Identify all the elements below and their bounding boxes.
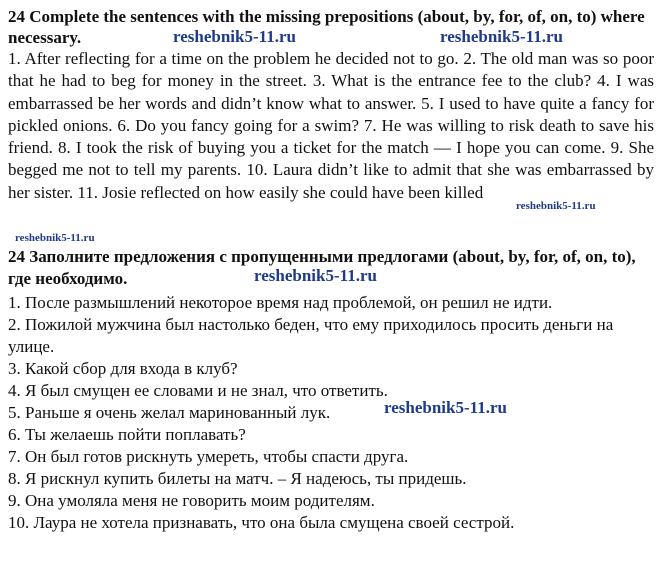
english-heading: 24 Complete the sentences with the missing prepositions (about, by, for, of, on, to) where necessary. bbox=[8, 7, 645, 47]
russian-answer-line: 4. Я был смущен ее словами и не знал, что ответить. bbox=[8, 381, 388, 400]
watermark: reshebnik5-11.ru bbox=[254, 266, 377, 285]
russian-heading: 24 Заполните предложения с пропущенными предлогами (about, by, for, of, on, to), где необходимо. bbox=[8, 247, 636, 288]
watermark: reshebnik5-11.ru bbox=[516, 200, 596, 212]
watermark: reshebnik5-11.ru bbox=[173, 27, 296, 46]
russian-answer-line: 1. После размышлений некоторое время над проблемой, он решил не идти. bbox=[8, 293, 553, 312]
russian-answer-line: 6. Ты желаешь пойти поплавать? bbox=[8, 425, 246, 444]
russian-answers bbox=[8, 292, 654, 534]
russian-answer-line: 9. Она умоляла меня не говорить моим родителям. bbox=[8, 491, 375, 510]
watermark: reshebnik5-11.ru bbox=[384, 398, 507, 417]
english-answers: 1. After reflecting for a time on the problem he decided not to go. 2. The old man was so poor that he had to beg for money in the street. 3. What is the entrance fee to the club? 4. I was embarrassed be her words and didn’t know what to answer. 5. I used to have quite a fancy for pickled onions. 6. Do you fancy going for a swim? 7. He was willing to risk death to save his friend. 8. I took the risk of buying you a ticket for the match — I hope you can come. 9. She begged me not to tell my parents. 10. Laura didn’t like to admit that she was embarrassed by her sister. 11. Josie reflected on how easily she could have been killed bbox=[8, 49, 654, 202]
russian-answer-line: 2. Пожилой мужчина был настолько беден, что ему приходилось просить деньги на улице. bbox=[8, 315, 614, 356]
watermark: reshebnik5-11.ru bbox=[15, 232, 95, 244]
russian-answer-line: 10. Лаура не хотела признавать, что она была смущена своей сестрой. bbox=[8, 513, 515, 532]
russian-answer-line: 8. Я рискнул купить билеты на матч. – Я надеюсь, ты придешь. bbox=[8, 469, 467, 488]
watermark: reshebnik5-11.ru bbox=[440, 27, 563, 46]
russian-answer-line: 7. Он был готов рискнуть умереть, чтобы спасти друга. bbox=[8, 447, 409, 466]
russian-answer-line: 3. Какой сбор для входа в клуб? bbox=[8, 359, 238, 378]
russian-answer-line: 5. Раньше я очень желал маринованный лук. bbox=[8, 403, 331, 422]
russian-section bbox=[8, 246, 654, 534]
